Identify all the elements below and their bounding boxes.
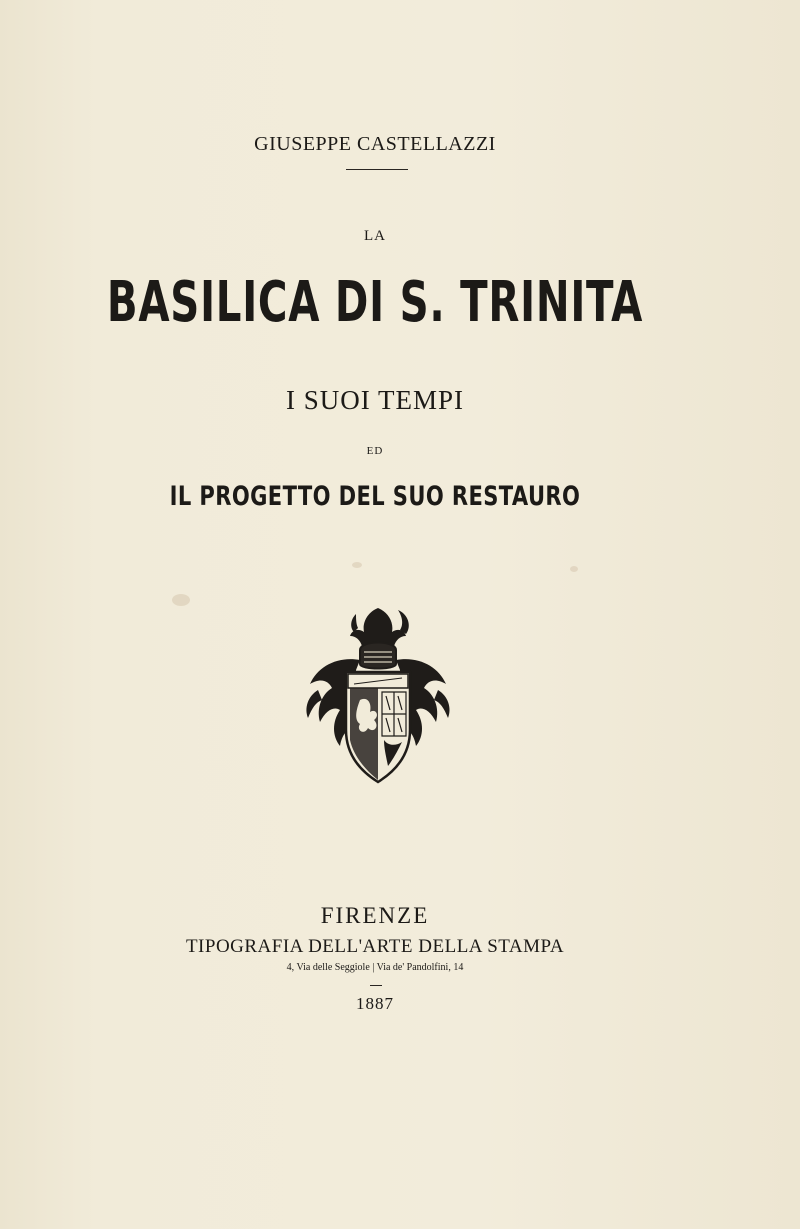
- foxing-spot: [172, 594, 190, 606]
- divider-rule: [346, 169, 408, 170]
- divider-rule-small: [370, 985, 382, 986]
- imprint-city: FIRENZE: [320, 903, 430, 928]
- imprint-address: 4, Via delle Seggiole | Via de' Pandolfini, 14: [286, 962, 464, 973]
- foxing-spot: [352, 562, 362, 568]
- subtitle-conjunction: ED: [366, 445, 384, 457]
- foxing-spot: [570, 566, 578, 572]
- author-name: GIUSEPPE CASTELLAZZI: [254, 133, 496, 155]
- title-article: LA: [364, 228, 386, 244]
- imprint-printer: TIPOGRAFIA DELL'ARTE DELLA STAMPA: [185, 936, 565, 957]
- subtitle-second: IL PROGETTO DEL SUO RESTAURO: [169, 481, 581, 512]
- main-title: BASILICA DI S. TRINITA: [106, 270, 644, 335]
- coat-of-arms-emblem: [298, 600, 458, 795]
- subtitle-first: I SUOI TEMPI: [285, 385, 464, 415]
- imprint-year: 1887: [356, 994, 394, 1013]
